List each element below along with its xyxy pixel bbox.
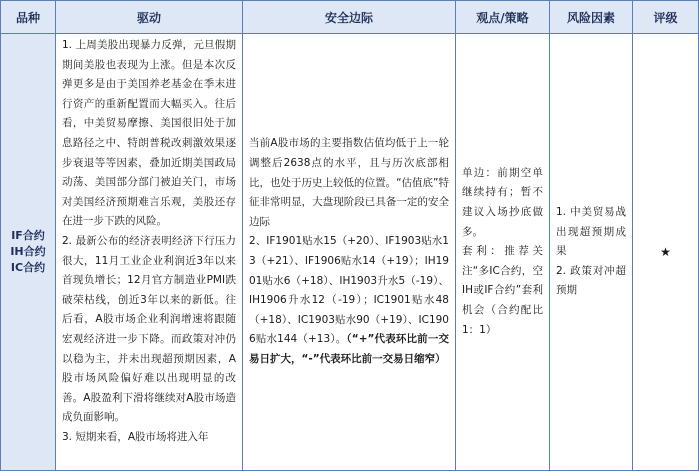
product-line: IF合约 (11, 229, 45, 242)
product-line: IH合约 (10, 245, 46, 258)
star-icon: ★ (660, 245, 671, 259)
header-driver: 驱动 (56, 1, 243, 34)
safety-margin-note: （“+”代表环比前一交易日扩大，“-”代表环比前一交易日缩窄） (249, 333, 449, 365)
product-cell (1, 34, 56, 471)
risk-factors-text: 1. 中美贸易战出现超预期成果 2. 政策对冲超预期 (556, 206, 626, 297)
view-strategy-cell (456, 34, 550, 471)
driver-paragraph: 1. 上周美股出现暴力反弹，元旦假期期间美股也表现为上涨。但是本次反弹更多是由于美国养老基金在季末进行资产的重新配置而大幅买入。往后看，中美贸易摩擦、美国很旧处于加息路径之中、特朗普税改刺激效果逐步衰退等等因素，叠加近期美国政局动荡、美国部分部门被迫关门，市场对美国经济预期难言乐观，美股还存在进一步下跌的风险。 (62, 39, 236, 228)
safety-margin-cell (243, 34, 456, 471)
driver-paragraph: 2. 最新公布的经济表明经济下行压力很大，11月工业企业利润近3年以来首现负增长；12月官方制造业PMI跌破荣枯线，创近3年以来的新低。往后看，A股市场企业利润增速将跟随宏观经济进一步下降。而政策对冲仍以稳为主，并未出现超预期因素，A股市场风险偏好难以出现明显的改善。A股盈利下滑将继续对A股市场造成负面影响。 (62, 234, 236, 424)
header-risk-factors: 风险因素 (550, 1, 633, 34)
view-strategy-text: 单边：前期空单继续持有；暂不建议入场抄底做多。 套利：推荐关注“多IC合约，空IH或IF合约”套利机会（合约配比1：1） (462, 166, 543, 336)
header-rating: 评级 (633, 1, 699, 34)
safety-margin-text: 当前A股市场的主要指数估值均低于上一轮调整后2638点的水平，且与历次底部相比，也处于历史上较低的位置。“估值底”特征非常明显，大盘现阶段已具备一定的安全边际 2、IF1901贴水15（+20）、IF1903贴水13（+21）、IF1906贴水14（+19）；IH1901贴水6（+18）、IH1903升水5（-19）、IH1906升水12（-19）；IC1901贴水48（+18）、IC1903贴水90（+19）、IC1906贴水144（+13）。 (249, 137, 449, 346)
header-row (1, 1, 699, 34)
table-row (1, 34, 699, 471)
driver-cell (56, 34, 243, 471)
header-safety-margin: 安全边际 (243, 1, 456, 34)
product-line: IC合约 (10, 261, 46, 274)
header-view-strategy: 观点/策略 (456, 1, 550, 34)
risk-factors-cell (550, 34, 633, 471)
header-product: 品种 (1, 1, 56, 34)
rating-cell (633, 34, 699, 471)
driver-paragraph: 3. 短期来看，A股市场将进入年 (62, 430, 209, 443)
